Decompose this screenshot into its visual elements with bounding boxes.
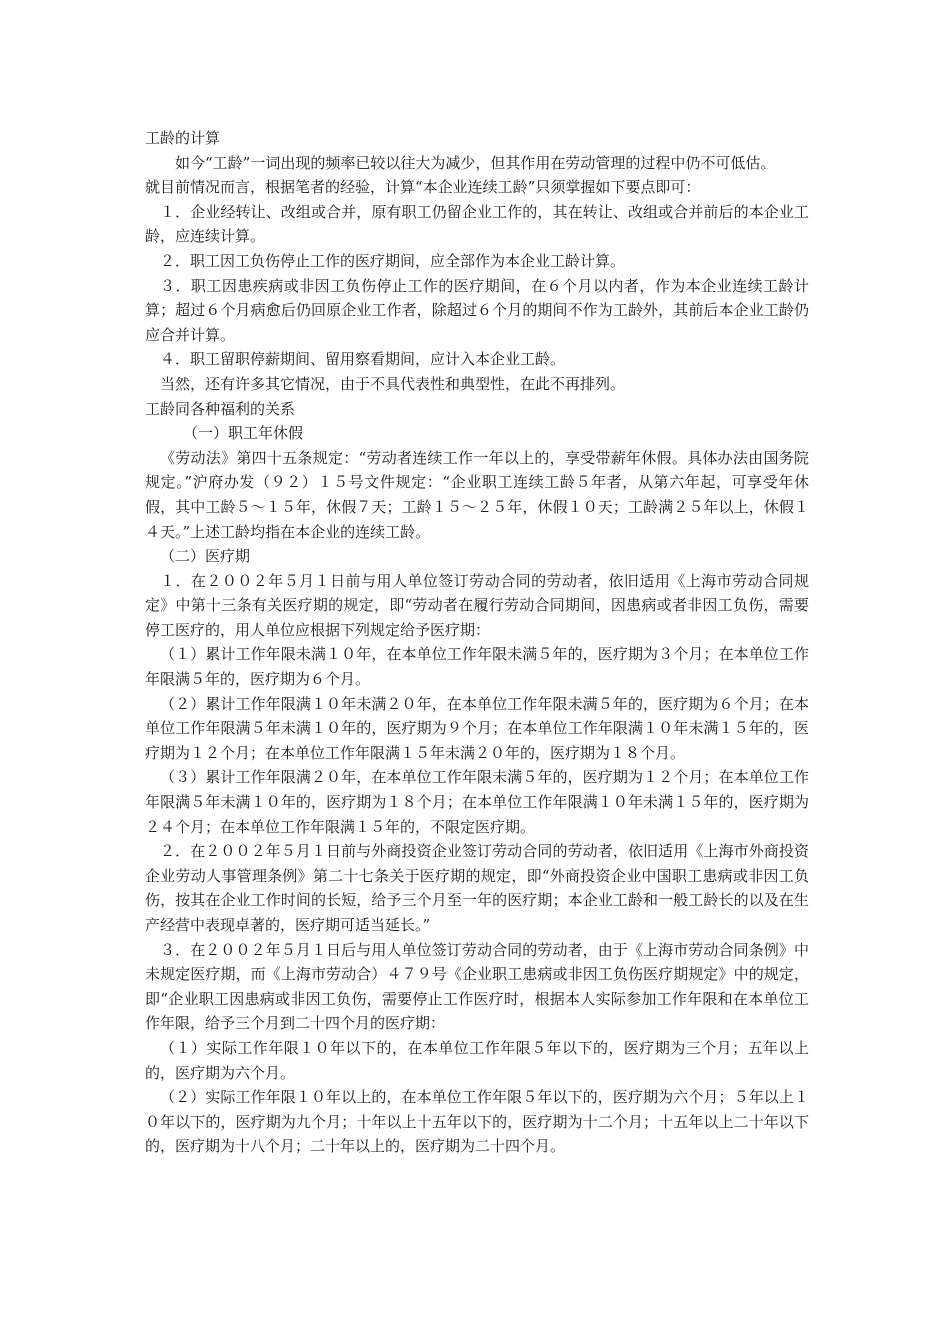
subsection-heading-annual-leave: （一）职工年休假 — [183, 424, 304, 443]
list-item: ４．职工留职停薪期间、留用察看期间，应计入本企业工龄。 — [160, 350, 566, 369]
list-item: ３．在２００２年５月１日后与用人单位签订劳动合同的劳动者，由于《上海市劳动合同条例》中未规定医疗期，而《上海市劳动合）４７９号《企业职工患病或非因工负伤医疗期规定》中的规定，即“企业职工因患病或非因工负伤，需要停止工作医疗时，根据本人实际参加工作年限和在本单位工作年限，给予三个月到二十四个月的医疗期： — [145, 940, 809, 1033]
paragraph: 如今“工龄”一词出现的频率已较以往大为减少，但其作用在劳动管理的过程中仍不可低估。 — [175, 153, 776, 172]
list-item: （３）累计工作年限满２０年，在本单位工作年限未满５年的，医疗期为１２个月；在本单位工作年限满５年未满１０年的，医疗期为１８个月；在本单位工作年限满１０年未满１５年的，医疗期为２４个月；在本单位工作年限满１５年的，不限定医疗期。 — [145, 768, 809, 836]
list-item: ３．职工因患疾病或非因工负伤停止工作的医疗期间，在６个月以内者，作为本企业连续工龄计算；超过６个月病愈后仍回原企业工作者，除超过６个月的期间不作为工龄外，其前后本企业工龄仍应合并计算。 — [145, 276, 809, 344]
list-item: ２．在２００２年５月１日前与外商投资企业签订劳动合同的劳动者，依旧适用《上海市外商投资企业劳动人事管理条例》第二十七条关于医疗期的规定，即“外商投资企业中国职工患病或非因工负伤，按其在企业工作时间的长短，给予三个月至一年的医疗期；本企业工龄和一般工龄长的以及在生产经营中表现卓著的，医疗期可适当延长。” — [145, 842, 809, 934]
list-item: （２）累计工作年限满１０年未满２０年，在本单位工作年限未满５年的，医疗期为６个月；在本单位工作年限满５年未满１０年的，医疗期为９个月；在本单位工作年限满１０年未满１５年的，医疗期为１２个月；在本单位工作年限满１５年未满２０年的，医疗期为１８个月。 — [145, 694, 809, 762]
paragraph: 当然，还有许多其它情况，由于不具代表性和典型性，在此不再排列。 — [160, 374, 626, 393]
list-item: １．在２００２年５月１日前与用人单位签订劳动合同的劳动者，依旧适用《上海市劳动合同规定》中第十三条有关医疗期的规定，即“劳动者在履行劳动合同期间，因患病或者非因工负伤，需要停工医疗的，用人单位应根据下列规定给予医疗期： — [145, 571, 809, 639]
paragraph: 《劳动法》第四十五条规定：“劳动者连续工作一年以上的，享受带薪年休假。具体办法由国务院规定。”沪府办发（９２）１５号文件规定：“企业职工连续工龄５年者，从第六年起，可享受年休假，其中工龄５～１５年，休假７天；工龄１５～２５年，休假１０天；工龄满２５年以上，休假１４天。”上述工龄均指在本企业的连续工龄。 — [145, 448, 809, 541]
list-item: １．企业经转让、改组或合并，原有职工仍留企业工作的，其在转让、改组或合并前后的本企业工龄，应连续计算。 — [145, 202, 809, 246]
list-item: （２）实际工作年限１０年以上的，在本单位工作年限５年以下的，医疗期为六个月；５年以上１０年以下的，医疗期为九个月；十年以上十五年以下的，医疗期为十二个月；十五年以上二十年以下的，医疗期为十八个月；二十年以上的，医疗期为二十四个月。 — [145, 1088, 809, 1156]
list-item: （１）累计工作年限未满１０年，在本单位工作年限未满５年的，医疗期为３个月；在本单位工作年限满５年的，医疗期为６个月。 — [145, 645, 809, 689]
subsection-heading-medical-period: （二）医疗期 — [160, 547, 251, 566]
section-heading-welfare: 工龄同各种福利的关系 — [145, 399, 296, 418]
list-item: ２．职工因工负伤停止工作的医疗期间，应全部作为本企业工龄计算。 — [160, 251, 626, 270]
list-item: （１）实际工作年限１０年以下的，在本单位工作年限５年以下的，医疗期为三个月；五年以上的，医疗期为六个月。 — [145, 1038, 809, 1082]
section-heading-calculation: 工龄的计算 — [145, 129, 221, 147]
document-body — [145, 126, 809, 1159]
paragraph: 就目前情况而言，根据笔者的经验，计算“本企业连续工龄”只须掌握如下要点即可： — [145, 178, 701, 197]
